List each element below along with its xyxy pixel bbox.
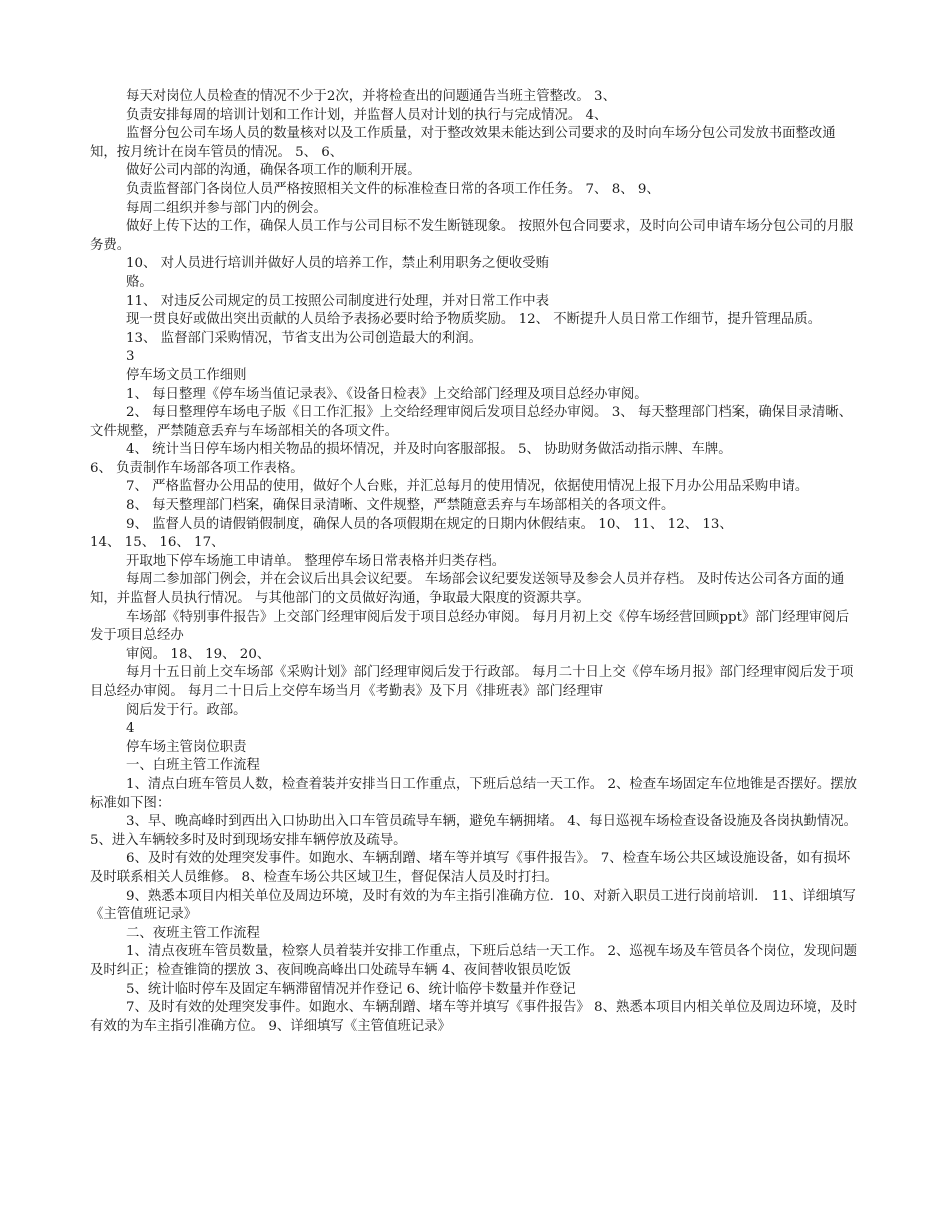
paragraph: 3、早、晚高峰时到西出入口协助出入口车管员疏导车辆，避免车辆拥堵。 4、每日巡视车场检查设备设施及各岗执勤情况。 5、进入车辆较多时及时到现场安排车辆停放及疏导。	[90, 814, 857, 848]
paragraph: 6、及时有效的处理突发事件。如跑水、车辆刮蹭、堵车等并填写《事件报告》。 7、检查车场公共区域设施设备，如有损坏及时联系相关人员维修。 8、检查车场公共区域卫生，督促保洁人员及时打扫。	[90, 851, 851, 885]
paragraph: 监督分包公司车场人员的数量核对以及工作质量，对于整改效果未能达到公司要求的及时向车场分包公司发放书面整改通知，按月统计在岗车管员的情况。 5、 6、	[90, 126, 836, 160]
paragraph: 1、 每日整理《停车场当值记录表》、《设备日检表》上交给部门经理及项目总经办审阅。	[126, 386, 648, 402]
document-body	[90, 88, 862, 1036]
paragraph: 每周二参加部门例会，并在会议后出具会议纪要。 车场部会议纪要发送领导及参会人员并存档。 及时传达公司各方面的通知，并监督人员执行情况。 与其他部门的文员做好沟通，争取最大限度的资源共享。	[90, 572, 845, 607]
paragraph: 一、白班主管工作流程	[126, 758, 260, 774]
paragraph: 每周二组织并参与部门内的例会。	[126, 200, 327, 216]
paragraph: 做好上传下达的工作，确保人员工作与公司目标不发生断链现象。 按照外包合同要求，及时向公司申请车场分包公司的月服务费。	[90, 219, 854, 253]
paragraph: 停车场主管岗位职责	[126, 739, 247, 755]
paragraph: 阅后发于行。政部。	[126, 702, 247, 718]
paragraph: 开取地下停车场施工申请单。 整理停车场日常表格并归类存档。	[126, 553, 506, 569]
paragraph: 4	[126, 721, 135, 737]
paragraph: 负责安排每周的培训计划和工作计划，并监督人员对计划的执行与完成情况。 4、	[126, 107, 608, 123]
paragraph: 每月十五日前上交车场部《采购计划》部门经理审阅后发于行政部。 每月二十日上交《停车场月报》部门经理审阅后发于项目总经办审阅。 每月二十日后上交停车场当月《考勤表》及下月《排班表》部门经理审	[90, 665, 854, 699]
paragraph: 7、 严格监督办公用品的使用，做好个人台账，并汇总每月的使用情况，依据使用情况上报下月办公用品采购申请。	[126, 479, 809, 495]
paragraph: 14、 15、 16、 17、	[90, 535, 225, 551]
paragraph: 停车场文员工作细则	[126, 367, 247, 383]
paragraph: 每天对岗位人员检查的情况不少于2次，并将检查出的问题通告当班主管整改。 3、	[126, 89, 616, 104]
paragraph: 7、及时有效的处理突发事件。如跑水、车辆刮蹭、堵车等并填写《事件报告》 8、熟悉本项目内相关单位及周边环境，及时有效的为车主指引准确方位。 9、详细填写《主管值班记录》	[90, 1000, 857, 1034]
paragraph: 2、 每日整理停车场电子版《日工作汇报》上交给经理审阅后发项目总经办审阅。 3、 每天整理部门档案，确保目录清晰、文件规整，严禁随意丢弃与车场部相关的各项文件。	[90, 405, 853, 439]
paragraph: 9、熟悉本项目内相关单位及周边环境，及时有效的为车主指引准确方位．10、对新入职员工进行岗前培训． 11、详细填写《主管值班记录》	[90, 888, 856, 923]
paragraph: 11、 对违反公司规定的员工按照公司制度进行处理，并对日常工作中表	[126, 293, 550, 309]
paragraph: 3	[126, 349, 135, 365]
paragraph: 6、 负责制作车场部各项工作表格。	[90, 460, 304, 476]
paragraph: 负责监督部门各岗位人员严格按照相关文件的标准检查日常的各项工作任务。 7、 8、 9、	[126, 181, 660, 197]
paragraph: 5、统计临时停车及固定车辆滞留情况并作登记 6、统计临停卡数量并作登记	[126, 981, 576, 997]
paragraph: 9、 监督人员的请假销假制度，确保人员的各项假期在规定的日期内休假结束。 10、 11、 12、 13、	[126, 516, 733, 532]
paragraph: 车场部《特别事件报告》上交部门经理审阅后发于项目总经办审阅。 每月月初上交《停车场经营回顾ppt》部门经理审阅后发于项目总经办	[90, 609, 850, 644]
paragraph: 现一贯良好或做出突出贡献的人员给予表扬必要时给予物质奖励。 12、 不断提升人员日常工作细节，提升管理品质。	[126, 312, 822, 328]
paragraph: 8、 每天整理部门档案，确保目录清晰、文件规整，严禁随意丢弃与车场部相关的各项文件。	[126, 498, 675, 514]
paragraph: 赂。	[126, 274, 153, 290]
paragraph: 审阅。 18、 19、 20、	[126, 646, 271, 662]
paragraph: 4、 统计当日停车场内相关物品的损坏情况，并及时向客服部报。 5、 协助财务做活动指示牌、车牌。	[126, 442, 732, 458]
paragraph: 做好公司内部的沟通，确保各项工作的顺利开展。	[126, 163, 421, 179]
paragraph: 1、清点夜班车管员数量，检察人员着装并安排工作重点，下班后总结一天工作。 2、巡视车场及车管员各个岗位，发现问题及时纠正；检查锥筒的摆放 3、夜间晚高峰出口处疏导车辆 4、夜间替收银员吃饭	[90, 944, 857, 978]
paragraph: 二、夜班主管工作流程	[126, 925, 260, 941]
paragraph: 1、清点白班车管员人数，检查着装并安排当日工作重点，下班后总结一天工作。 2、检查车场固定车位地锥是否摆好。摆放标准如下图：	[90, 776, 857, 811]
paragraph: 10、 对人员进行培训并做好人员的培养工作，禁止利用职务之便收受贿	[126, 256, 550, 272]
paragraph: 13、 监督部门采购情况，节省支出为公司创造最大的利润。	[126, 330, 483, 346]
